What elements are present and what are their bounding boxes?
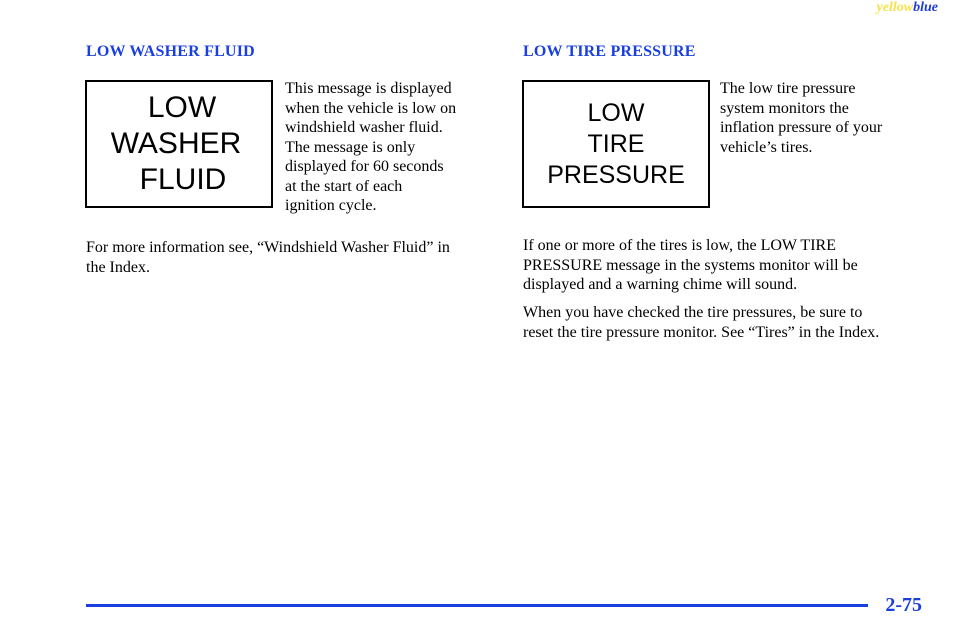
text-line: when the vehicle is low on — [285, 99, 457, 117]
display-line: LOW — [587, 98, 645, 127]
display-line: TIRE — [587, 129, 645, 158]
text-line: The message is only — [285, 138, 416, 156]
text-line: PRESSURE message in the systems monitor will be — [523, 256, 858, 274]
display-line: FLUID — [139, 163, 227, 196]
text-line: The low tire pressure — [720, 80, 856, 97]
text-line: ignition cycle. — [285, 197, 377, 214]
text-line: vehicle’s tires. — [720, 138, 813, 156]
display-line: LOW — [147, 91, 217, 124]
text-line: the Index. — [86, 258, 150, 276]
color-tag-blue: blue — [913, 0, 938, 15]
color-tag-yellow: yellow — [876, 0, 914, 15]
tire-pressure-display-graphic — [522, 80, 710, 208]
washer-fluid-description — [285, 79, 485, 216]
text-line: If one or more of the tires is low, the LOW TIRE — [523, 237, 836, 254]
text-line: This message is displayed — [285, 80, 452, 97]
text-line: inflation pressure of your — [720, 119, 883, 136]
washer-fluid-reference-paragraph — [86, 238, 491, 277]
display-line: PRESSURE — [547, 160, 685, 189]
text-line: reset the tire pressure monitor. See “Tires” in the Index. — [523, 323, 880, 341]
page-number: 2-75 — [885, 594, 922, 616]
washer-fluid-display-graphic — [85, 80, 273, 208]
text-line: For more information see, “Windshield Washer Fluid” in — [86, 239, 450, 256]
tire-pressure-warning-paragraph — [523, 236, 923, 295]
text-line: system monitors the — [720, 99, 849, 117]
display-line: WASHER — [110, 127, 242, 160]
text-line: at the start of each — [285, 177, 403, 195]
color-tag — [877, 0, 938, 16]
tire-pressure-reset-paragraph — [523, 303, 923, 342]
section-heading-washer-fluid: LOW WASHER FLUID — [86, 43, 255, 60]
text-line: displayed for 60 seconds — [285, 158, 444, 175]
footer-rule — [86, 604, 868, 607]
text-line: When you have checked the tire pressures, be sure to — [523, 304, 863, 321]
section-heading-tire-pressure: LOW TIRE PRESSURE — [523, 43, 696, 60]
text-line: displayed and a warning chime will sound. — [523, 276, 798, 293]
text-line: windshield washer fluid. — [285, 119, 443, 136]
tire-pressure-description — [720, 79, 920, 157]
